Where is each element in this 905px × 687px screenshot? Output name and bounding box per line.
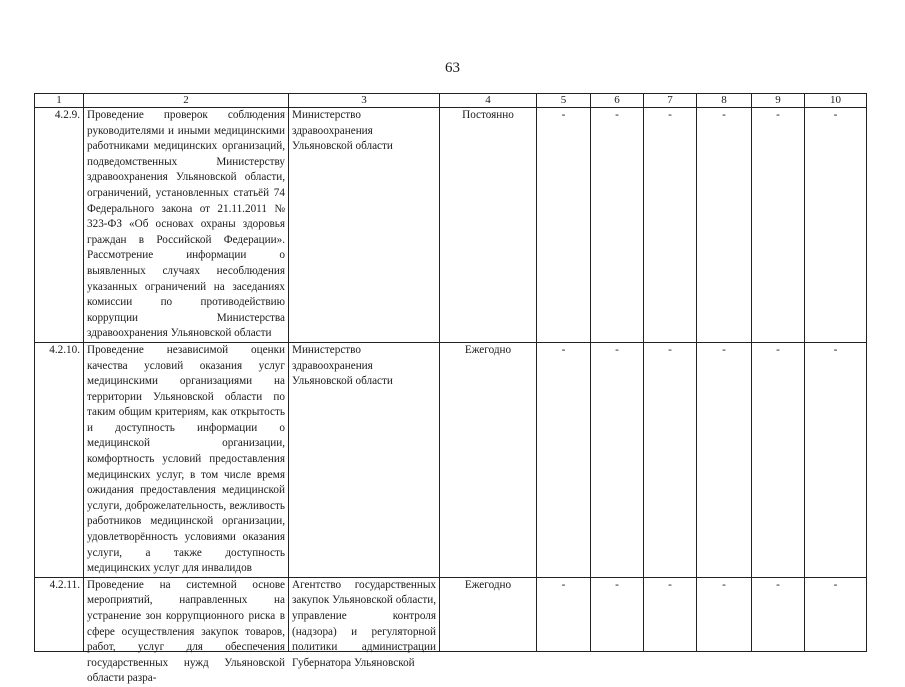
value-cell: -	[591, 577, 644, 651]
item-number: 4.2.11.	[35, 577, 84, 651]
column-header: 6	[591, 94, 644, 108]
value-cell: -	[697, 577, 752, 651]
column-header: 9	[752, 94, 805, 108]
item-number: 4.2.10.	[35, 342, 84, 577]
measure-description: Проведение проверок соблюдения руководителями и иными медицинскими работниками медицинских организаций, подведомственных Министерству здравоохранения Ульяновской области, ограничений, установленных статьёй 74 Федерального закона от 21.11.2011 № 323-ФЗ «Об основах охраны здоровья граждан в Российской Федерации». Рассмотрение информации о выявленных случаях несоблюдения указанных ограничений на заседаниях комиссии по противодействию коррупции Министерства здравоохранения Ульяновской области	[84, 108, 289, 343]
responsible-executor: Агентство государственных закупок Ульяновской области, управление контроля (надзора) и регуляторной политики администрации Губернатора Ульяновской	[292, 578, 436, 669]
execution-period: Постоянно	[440, 108, 537, 343]
measure-description-cell	[84, 577, 289, 685]
table-row	[35, 342, 867, 577]
value-cell: -	[805, 577, 867, 651]
measure-description: Проведение на системной основе мероприятий, направленных на устранение зон коррупционного риска в сфере осуществления закупок товаров, работ, услуг для обеспечения государственных нужд Ульяновской области разра-	[87, 578, 285, 685]
value-cell: -	[697, 342, 752, 577]
table-row	[35, 108, 867, 343]
column-header: 7	[644, 94, 697, 108]
value-cell: -	[591, 108, 644, 343]
responsible-executor: Министерство здравоохранения Ульяновской области	[289, 108, 440, 343]
table-header-row	[35, 94, 867, 108]
value-cell: -	[752, 108, 805, 343]
table-row	[35, 577, 867, 651]
value-cell: -	[752, 342, 805, 577]
value-cell: -	[537, 342, 591, 577]
value-cell: -	[805, 342, 867, 577]
execution-period: Ежегодно	[440, 342, 537, 577]
column-header: 1	[35, 94, 84, 108]
execution-period: Ежегодно	[440, 577, 537, 651]
measures-table	[34, 93, 867, 685]
value-cell: -	[591, 342, 644, 577]
column-header: 5	[537, 94, 591, 108]
value-cell: -	[805, 108, 867, 343]
page-number: 63	[445, 60, 460, 76]
column-header: 3	[289, 94, 440, 108]
column-header: 8	[697, 94, 752, 108]
value-cell: -	[537, 108, 591, 343]
measure-description: Проведение независимой оценки качества условий оказания услуг медицинскими организациями на территории Ульяновской области по таким общим критериям, как открытость и доступность информации о медицинской организации, комфортность условий предоставления медицинских услуг, в том числе время ожидания предоставления медицинской услуги, доброжелательность, вежливость работников медицинской организации, удовлетворённость условиями оказания услуги, а также доступность медицинских услуг для инвалидов	[84, 342, 289, 577]
value-cell: -	[537, 577, 591, 651]
value-cell: -	[697, 108, 752, 343]
value-cell: -	[644, 342, 697, 577]
column-header: 4	[440, 94, 537, 108]
item-number: 4.2.9.	[35, 108, 84, 343]
column-header: 10	[805, 94, 867, 108]
responsible-executor-cell	[289, 577, 440, 669]
responsible-executor: Министерство здравоохранения Ульяновской области	[289, 342, 440, 577]
value-cell: -	[644, 108, 697, 343]
value-cell: -	[752, 577, 805, 651]
value-cell: -	[644, 577, 697, 651]
column-header: 2	[84, 94, 289, 108]
